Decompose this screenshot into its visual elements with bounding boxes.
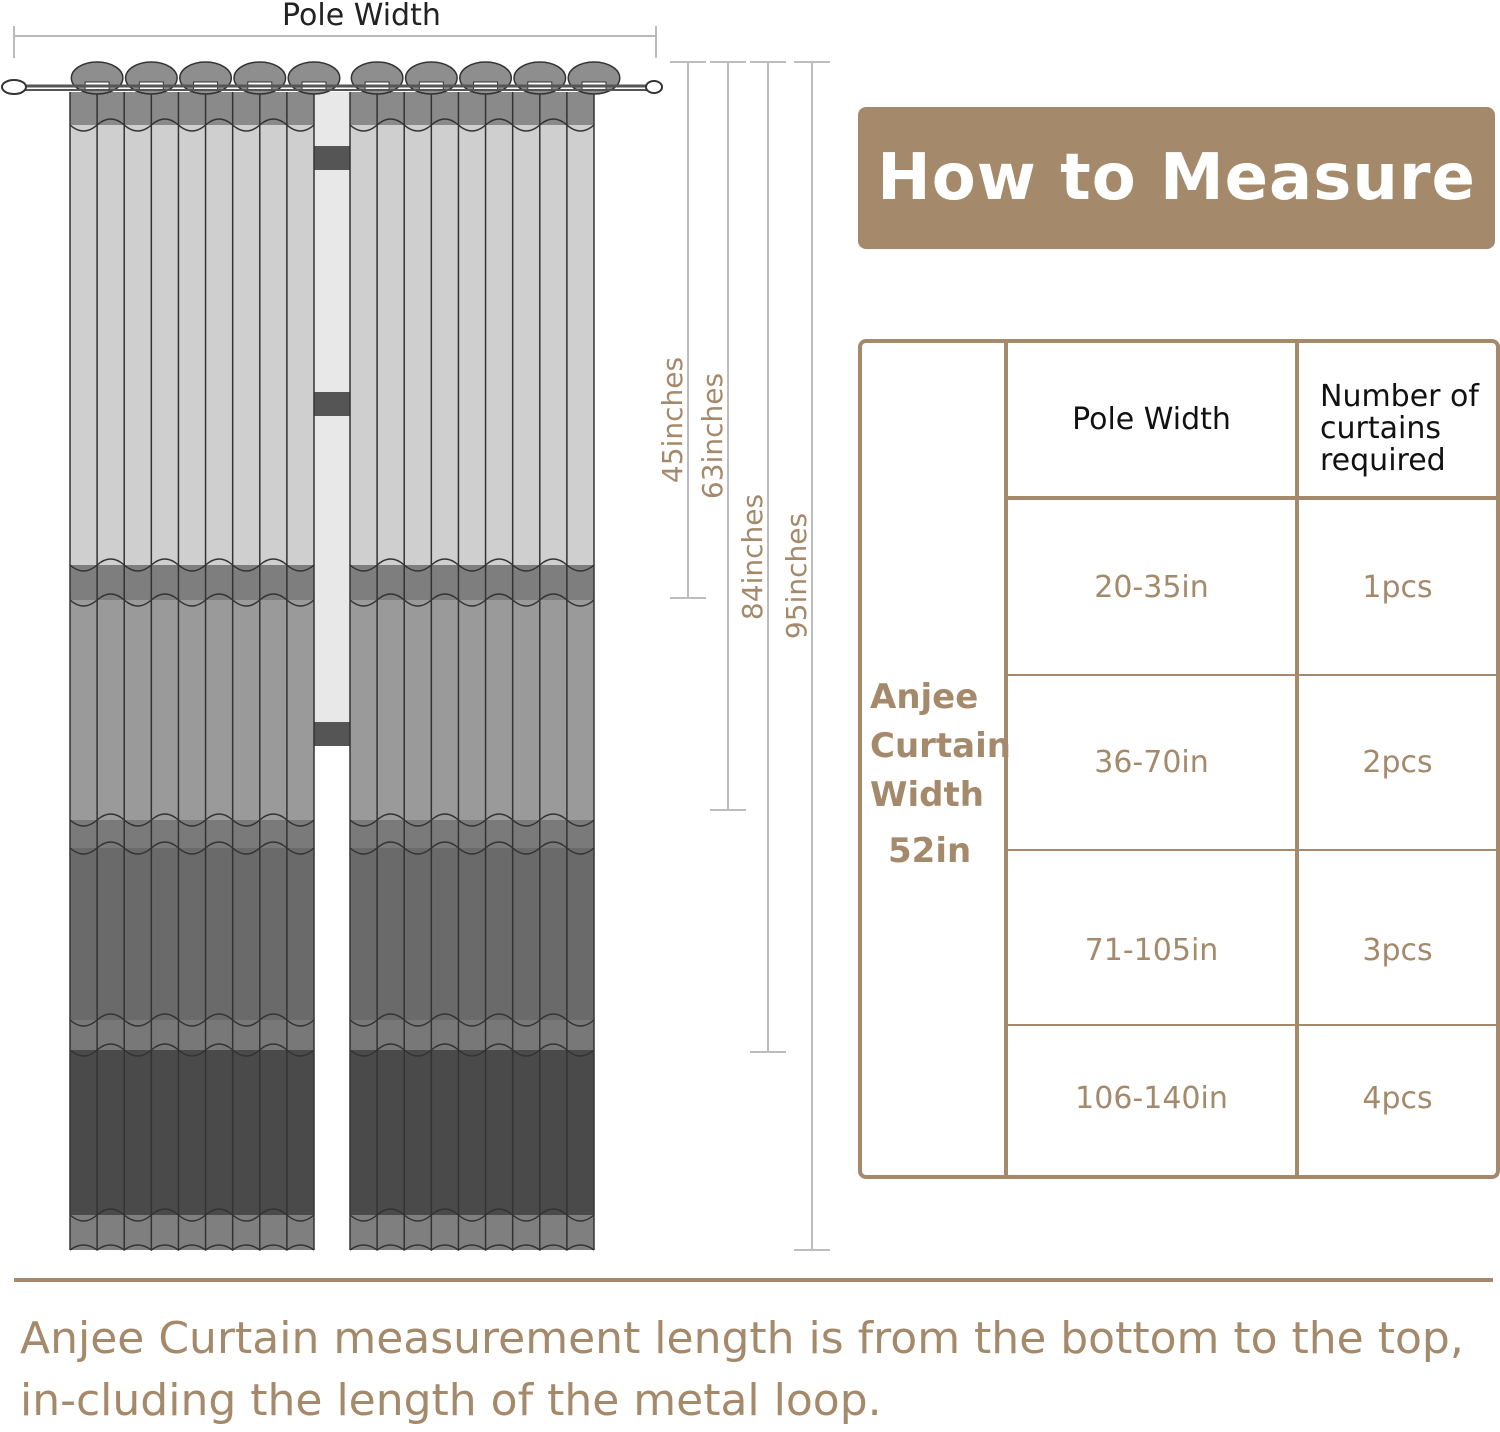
header-pole-width: Pole Width bbox=[1072, 402, 1231, 437]
window-frame-bar bbox=[314, 392, 350, 416]
curtain-width-label bbox=[870, 673, 1011, 820]
table-cell-count: 3pcs bbox=[1362, 932, 1433, 968]
curtain-band bbox=[70, 820, 314, 848]
table-cell-pole: 106-140in bbox=[1075, 1081, 1228, 1116]
table-cell-count: 4pcs bbox=[1362, 1081, 1433, 1116]
curtain-band bbox=[350, 820, 594, 848]
title-banner bbox=[858, 107, 1495, 249]
length-label: 84inches bbox=[736, 493, 769, 621]
divider bbox=[14, 1278, 1493, 1282]
table-cell-pole: 20-35in bbox=[1094, 569, 1209, 605]
footnote: Anjee Curtain measurement length is from the bottom to the top, in-cluding the length of the metal loop. bbox=[20, 1313, 1464, 1426]
header-curtain-count-line: curtains bbox=[1320, 411, 1441, 446]
curtain-width-label-line: Width bbox=[870, 775, 984, 815]
length-label: 95inches bbox=[780, 512, 813, 640]
pole-width-dimension bbox=[14, 26, 656, 58]
curtain-band bbox=[350, 1020, 594, 1050]
curtain-band bbox=[70, 1050, 314, 1215]
curtain-width-label-line: Anjee bbox=[870, 677, 979, 717]
table-cell-count: 1pcs bbox=[1362, 569, 1433, 605]
curtain-band bbox=[70, 600, 314, 820]
curtain-band bbox=[350, 125, 594, 565]
length-label: 45inches bbox=[656, 356, 689, 484]
curtain-band bbox=[350, 600, 594, 820]
curtain-panel bbox=[350, 62, 620, 1250]
curtain-band bbox=[70, 125, 314, 565]
curtain-band bbox=[70, 848, 314, 1020]
header-curtain-count bbox=[1320, 381, 1479, 477]
table-cell-pole: 71-105in bbox=[1084, 932, 1219, 968]
header-curtain-count-line: required bbox=[1320, 443, 1446, 478]
window-gap bbox=[314, 92, 350, 742]
curtain-band bbox=[350, 848, 594, 1020]
table-cell-count: 2pcs bbox=[1362, 745, 1433, 780]
table-cell-pole: 36-70in bbox=[1094, 745, 1209, 780]
length-label: 63inches bbox=[696, 372, 729, 500]
header-curtain-count-line: Number of bbox=[1320, 379, 1479, 414]
window-frame-bar bbox=[314, 146, 350, 170]
sizing-table bbox=[858, 339, 1500, 1179]
pole-width-label: Pole Width bbox=[282, 0, 441, 33]
curtain-width-label-line: Curtain bbox=[870, 726, 1011, 766]
window-frame-bar bbox=[314, 722, 350, 746]
curtain-width-value: 52in bbox=[888, 831, 972, 871]
curtain-band bbox=[70, 1020, 314, 1050]
curtain-panel bbox=[70, 62, 340, 1250]
page-title: How to Measure bbox=[877, 141, 1476, 215]
curtain-band bbox=[350, 1050, 594, 1215]
